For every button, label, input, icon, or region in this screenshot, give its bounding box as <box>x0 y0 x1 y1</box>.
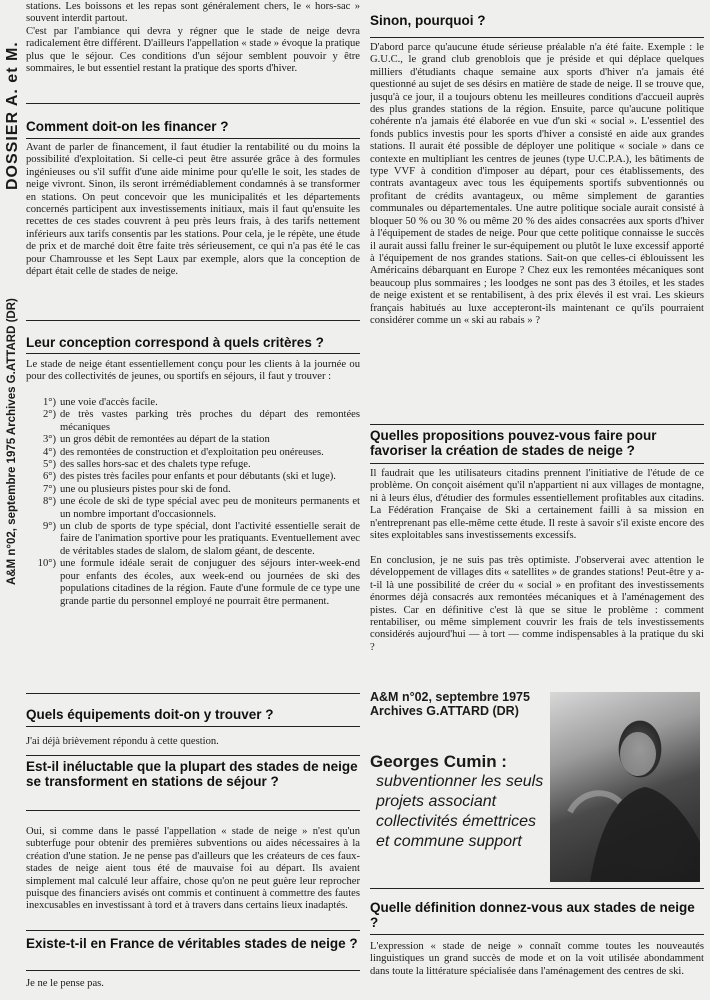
criteria-number: 3°) <box>42 434 56 446</box>
side-margin <box>4 0 24 1000</box>
answer-why: D'abord parce qu'aucune étude sérieuse préalable n'a été faite. Exemple : le G.U.C., le grand club grenoblois que je préside et qui déplace quelques milliers d'étudiants chaque semaine aux sports d'hiver n'a jamais été questionné au sujet de ses désirs en matière de stade de neige. Il se trouve que, jusqu'à ce jour, il a toujours obtenu les meilleures conditions d'accueil auprès des plus grandes stations de la région. Ensuite, parce qu'aucune politique cohérente n'a jamais été élaborée en vue d'un ski « social ». L'essentiel des fonds publics investis pour les sports d'hiver a consisté en aide aux grandes stations. Il aurait été possible de déployer une politique « sociale » dans ce contexte en multipliant les centres de jeunes (type U.C.P.A.), les bâtiments de type VVF à condition d'imposer au départ, pour ces établissements, des contrats avantageux avec tous les équipements sportifs subventionnés ou profitant de crédits avantageux, ou même simplement de garanties communales ou départementales. Une autre politique sociale aurait consisté à bloquer 50 % ou 30 % ou même 20 % des aides consacrées aux sports d'hiver à l'équipement de stades de neige. Pour que cette politique connaisse le succès il aurait aussi fallu freiner le sur-équipement ou plutôt le luxe excessif apporté à l'équipement de nos grandes stations. Sait-on que celles-ci éblouissent les Américains débarquant en Europe ? Chez eux les remontées mécaniques sont beaucoup plus sommaires ; les loodges ne sont pas des 3 étoiles, et les stades de neige existent et se rentabilisent, à des prix élevés il est vrai. Les skieurs français habitués au luxe accepteront-ils maintenant ce qu'ils pourraient considérer comme un « ski au rabais » ? <box>370 42 704 326</box>
section-rule <box>26 138 360 139</box>
section-rule <box>26 693 360 694</box>
question-financing: Comment doit-on les financer ? <box>26 119 229 134</box>
section-rule <box>370 37 704 38</box>
answer-proposals-1: Il faudrait que les utilisateurs citadins prennent l'initiative de l'étude de ce problème. On conçoit aisément qu'il n'appartient ni aux villages de montagne, ni à leurs élus, d'étudier des formules essentiellement profitables aux citadins. La Fédération Française de Ski a certainement failli à sa mission en n'entreprenant pas elle-même cette étude. Il reste à savoir s'il existe encore des sites exploitables sans investissements excessifs. <box>370 468 704 542</box>
question-proposals: Quelles propositions pouvez-vous faire pour favoriser la création de stades de neige ? <box>370 428 657 458</box>
criteria-number: 10°) <box>37 558 56 570</box>
question-criteria: Leur conception correspond à quels critères ? <box>26 335 324 350</box>
dossier-label: DOSSIER A. et M. <box>4 41 21 190</box>
section-rule <box>26 755 360 756</box>
photo-credit: A&M n°02, septembre 1975 Archives G.ATTARD (DR) <box>370 690 530 718</box>
portrait-silhouette <box>550 692 700 882</box>
criteria-text: une école de ski de type spécial avec peu de moniteurs permanents et un nombre important d'occasionnels. <box>60 496 360 520</box>
criteria-item <box>26 521 360 558</box>
intro-paragraph-1: stations. Les boissons et les repas sont généralement chers, le « hors-sac » souvent interdit partout. <box>26 1 360 25</box>
question-why: Sinon, pourquoi ? <box>370 13 486 28</box>
criteria-item <box>26 459 360 471</box>
answer-equipment: J'ai déjà brièvement répondu à cette question. <box>26 736 219 747</box>
criteria-number: 5°) <box>42 459 56 471</box>
criteria-number: 6°) <box>42 471 56 483</box>
criteria-item <box>26 496 360 521</box>
section-rule <box>370 424 704 425</box>
answer-exists: Je ne le pense pas. <box>26 978 104 989</box>
criteria-number: 7°) <box>42 483 56 495</box>
criteria-item <box>26 558 360 608</box>
criteria-text: de très vastes parking très proches du départ des remontées mécaniques <box>60 409 360 433</box>
criteria-number: 8°) <box>42 496 56 508</box>
question-definition: Quelle définition donnez-vous aux stades de neige ? <box>370 900 695 930</box>
question-inevitable: Est-il inéluctable que la plupart des stades de neige se transforment en stations de séjour ? <box>26 759 358 789</box>
criteria-item <box>26 447 360 459</box>
criteria-list <box>26 397 360 608</box>
criteria-number: 1°) <box>42 397 56 408</box>
criteria-number: 9°) <box>42 521 56 533</box>
section-rule <box>26 320 360 321</box>
pull-quote: subventionner les seuls projets associant collectivités émettrices et commune support <box>376 773 544 850</box>
criteria-text: des remontées de construction et d'exploitation peu onéreuses. <box>60 446 324 458</box>
section-rule <box>26 353 360 354</box>
section-rule <box>26 810 360 811</box>
portrait-photo <box>550 692 700 882</box>
section-rule <box>370 463 704 464</box>
answer-financing: Avant de parler de financement, il faut étudier la rentabilité ou du moins la possibilité d'exploitation. Si celle-ci peut être assurée grâce à des formules ingénieuses ou s'il suffit d'une aide minime pour qu'elle le soit, les stades de neige vivront. Sinon, ils seront irrémédiablement condamnés à se transformer en stations. On peut concevoir que les municipalités et les départements concernés participent aux investissements initiaux, mais il faut qu'ensuite les recettes de ces stades couvrent à peu près leurs frais, à des tarifs nettement inférieurs aux tarifs consentis par les stations. Pour cela, je le répète, une étude de prix et de marché doit être faite très sérieusement, ce qui n'a pas été le cas pour Chamrousse et les Sept Laux par exemple, alors que la conception de départ était celle de stades de neige. <box>26 142 360 278</box>
criteria-text: un club de sports de type spécial, dont l'activité essentielle serait de faire de l'animation sportive pour les pratiquants. Eventuellement avec de véritables stades de slalom, de slalom géant, de descente. <box>60 521 360 557</box>
side-photo-credit: A&M n°02, septembre 1975 Archives G.ATTARD (DR) <box>6 298 18 585</box>
question-exists: Existe-t-il en France de véritables stades de neige ? <box>26 936 358 951</box>
interviewee-name: Georges Cumin : <box>370 752 507 771</box>
criteria-item <box>26 409 360 434</box>
criteria-item <box>26 397 360 409</box>
section-rule <box>26 930 360 931</box>
section-rule <box>26 103 360 104</box>
answer-definition: L'expression « stade de neige » connaît comme toutes les nouveautés linguistiques un grand succès de mode et on la voit utilisée abondamment dans toute la littérature spécialisée dans l'aménagement des centres de ski. <box>370 941 704 977</box>
question-equipment: Quels équipements doit-on y trouver ? <box>26 707 274 722</box>
answer-criteria-intro: Le stade de neige étant essentiellement conçu pour les clients à la journée ou pour des collectivités de jeunes, ou sportifs en séjours, il faut y trouver : <box>26 359 360 383</box>
criteria-text: un gros débit de remontées au départ de la station <box>60 434 270 446</box>
right-column <box>370 0 704 1000</box>
criteria-text: une formule idéale serait de conjuguer des séjours inter-week-end pour enfants des écoles, aux week-end ou journées de ski des populations citadines de la région. Faute d'une formule de ce type une grande partie du personnel employé ne pourrait être permanent. <box>60 558 360 607</box>
answer-proposals-2: En conclusion, je ne suis pas très optimiste. J'observerai avec attention le développement de villages dits « satellites » de grandes stations! Peut-être y a-t-il là une possibilité de créer du « social » en profitant des investissements énormes déjà consacrés aux remontées mécaniques et à l'aménagement des pistes. Car en définitive c'est là que se situe le problème : comment rentabiliser, ou même simplement couvrir les frais de tels investissements considérés aujourd'hui — à tort — comme indispensables à la pratique du ski ? <box>370 555 704 653</box>
criteria-number: 2°) <box>42 409 56 421</box>
criteria-text: des pistes très faciles pour enfants et pour débutants (ski et luge). <box>60 471 336 483</box>
left-column <box>26 0 360 1000</box>
answer-inevitable: Oui, si comme dans le passé l'appellation « stade de neige » n'est qu'un subterfuge pour obtenir des premières subventions ou aides nécessaires à la création d'une station. Je ne pense pas d'ailleurs que les créateurs de ces faux-stades de neige aient tous été de mauvaise foi au départ. Ils avaient simplement mal calculé leur affaire, chose qu'on ne peut guère leur reprocher puisque des financiers avisés ont commis et continuent à commettre des fautes inexcusables en investissant à tord et à travers dans certains lieux inadaptés. <box>26 826 360 912</box>
criteria-number: 4°) <box>42 446 56 458</box>
criteria-text: une ou plusieurs pistes pour ski de fond. <box>60 483 231 495</box>
criteria-text: une voie d'accès facile. <box>60 397 158 408</box>
criteria-item <box>26 471 360 483</box>
criteria-text: des salles hors-sac et des chalets type refuge. <box>60 459 251 471</box>
intro-paragraph-2: C'est par l'ambiance qui devra y régner que le stade de neige devra radicalement être différent. D'ailleurs l'appellation « stade » évoque la pratique plus que le séjour. Ces conditions d'un séjour semblent pouvoir y être sommaires, le but essentiel restant la pratique des sports d'hiver. <box>26 26 360 75</box>
section-rule <box>370 888 704 889</box>
section-rule <box>370 934 704 935</box>
section-rule <box>26 970 360 971</box>
criteria-item <box>26 434 360 446</box>
criteria-item <box>26 484 360 496</box>
section-rule <box>26 726 360 727</box>
